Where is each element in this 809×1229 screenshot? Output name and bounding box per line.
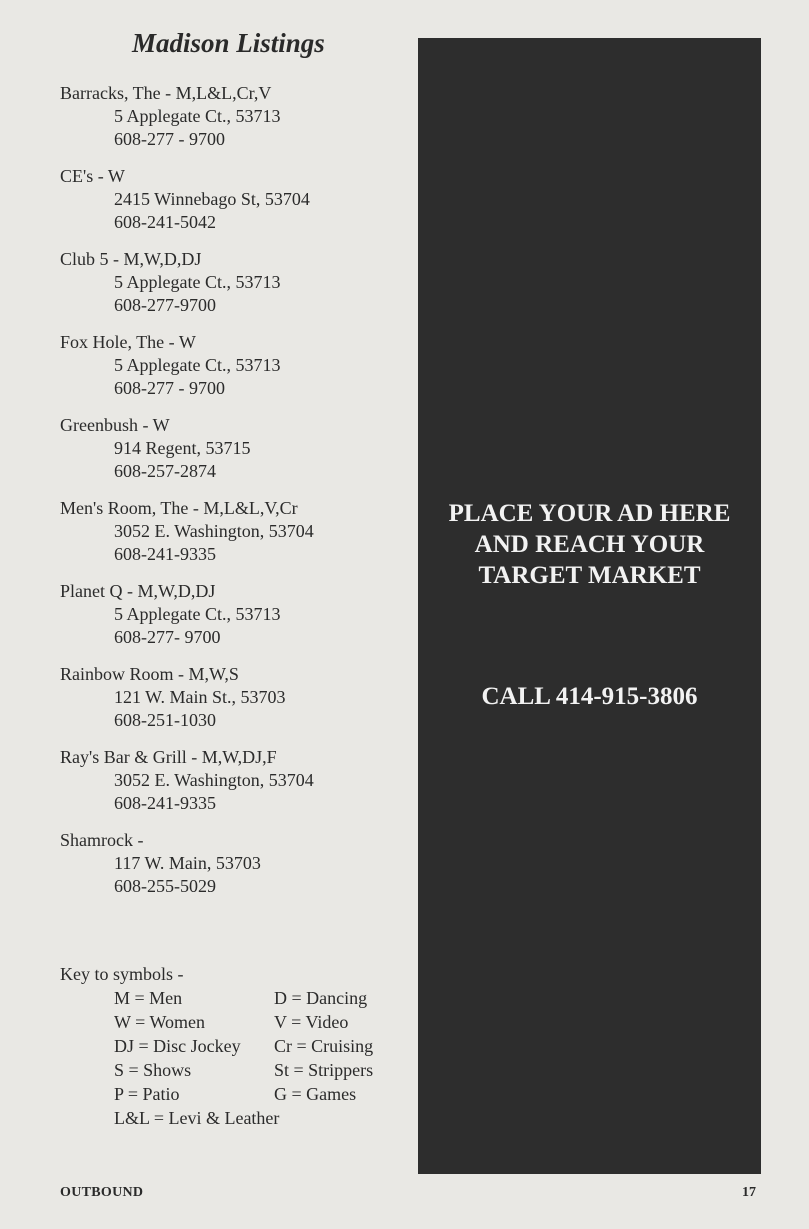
ad-headline-line: AND REACH YOUR: [474, 531, 705, 558]
listing-address: 2415 Winnebago St, 53704: [114, 189, 310, 209]
listing-address: 5 Applegate Ct., 53713: [114, 604, 281, 624]
listing-phone: 608-257-2874: [114, 461, 216, 481]
key-title: Key to symbols -: [60, 964, 184, 984]
listing-name: Shamrock -: [60, 830, 144, 850]
listing-phone: 608-277 - 9700: [114, 129, 225, 149]
advertisement-box: [418, 38, 761, 1174]
listing-phone: 608-277 - 9700: [114, 378, 225, 398]
listing-name: Club 5 - M,W,D,DJ: [60, 249, 202, 269]
key-grid: [60, 986, 410, 1106]
list-item: [60, 497, 410, 566]
list-item: [60, 82, 410, 151]
list-item: [60, 829, 410, 898]
page-title: Madison Listings: [132, 28, 325, 58]
list-item: [60, 414, 410, 483]
listing-phone: 608-241-9335: [114, 544, 216, 564]
list-item: [60, 331, 410, 400]
key-entry: S = Shows: [114, 1060, 192, 1080]
key-entry: L&L = Levi & Leather: [114, 1108, 280, 1128]
ad-headline: [418, 498, 761, 591]
listing-address: 5 Applegate Ct., 53713: [114, 355, 281, 375]
ad-headline-line: PLACE YOUR AD HERE: [448, 500, 731, 527]
key-entry: G = Games: [274, 1084, 357, 1104]
listings-list: [60, 82, 410, 912]
listing-phone: 608-251-1030: [114, 710, 216, 730]
listing-phone: 608-241-5042: [114, 212, 216, 232]
key-entry: W = Women: [114, 1012, 206, 1032]
footer-publication: OUTBOUND: [60, 1185, 144, 1200]
key-entry: M = Men: [114, 988, 183, 1008]
listing-name: Planet Q - M,W,D,DJ: [60, 581, 216, 601]
listing-name: Men's Room, The - M,L&L,V,Cr: [60, 498, 298, 518]
list-item: [60, 746, 410, 815]
listing-address: 914 Regent, 53715: [114, 438, 251, 458]
listing-phone: 608-277- 9700: [114, 627, 221, 647]
listing-phone: 608-277-9700: [114, 295, 216, 315]
key-entry: D = Dancing: [274, 988, 368, 1008]
listing-address: 117 W. Main, 53703: [114, 853, 261, 873]
listing-address: 5 Applegate Ct., 53713: [114, 272, 281, 292]
listing-phone: 608-241-9335: [114, 793, 216, 813]
symbol-key: [60, 962, 410, 1130]
key-entry: St = Strippers: [274, 1060, 374, 1080]
listing-address: 3052 E. Washington, 53704: [114, 770, 314, 790]
list-item: [60, 248, 410, 317]
key-entry: P = Patio: [114, 1084, 180, 1104]
ad-headline-line: TARGET MARKET: [478, 562, 701, 589]
key-entry: Cr = Cruising: [274, 1036, 374, 1056]
listing-name: Barracks, The - M,L&L,Cr,V: [60, 83, 272, 103]
listing-name: Ray's Bar & Grill - M,W,DJ,F: [60, 747, 277, 767]
listing-phone: 608-255-5029: [114, 876, 216, 896]
list-item: [60, 165, 410, 234]
list-item: [60, 580, 410, 649]
listing-name: CE's - W: [60, 166, 125, 186]
listing-address: 3052 E. Washington, 53704: [114, 521, 314, 541]
list-item: [60, 663, 410, 732]
listing-name: Rainbow Room - M,W,S: [60, 664, 239, 684]
key-entry: DJ = Disc Jockey: [114, 1036, 241, 1056]
listing-name: Greenbush - W: [60, 415, 170, 435]
page-number: 17: [742, 1185, 756, 1200]
listing-address: 5 Applegate Ct., 53713: [114, 106, 281, 126]
ad-phone: CALL 414-915-3806: [481, 683, 698, 710]
key-entry: V = Video: [274, 1012, 349, 1032]
listing-name: Fox Hole, The - W: [60, 332, 196, 352]
listing-address: 121 W. Main St., 53703: [114, 687, 286, 707]
